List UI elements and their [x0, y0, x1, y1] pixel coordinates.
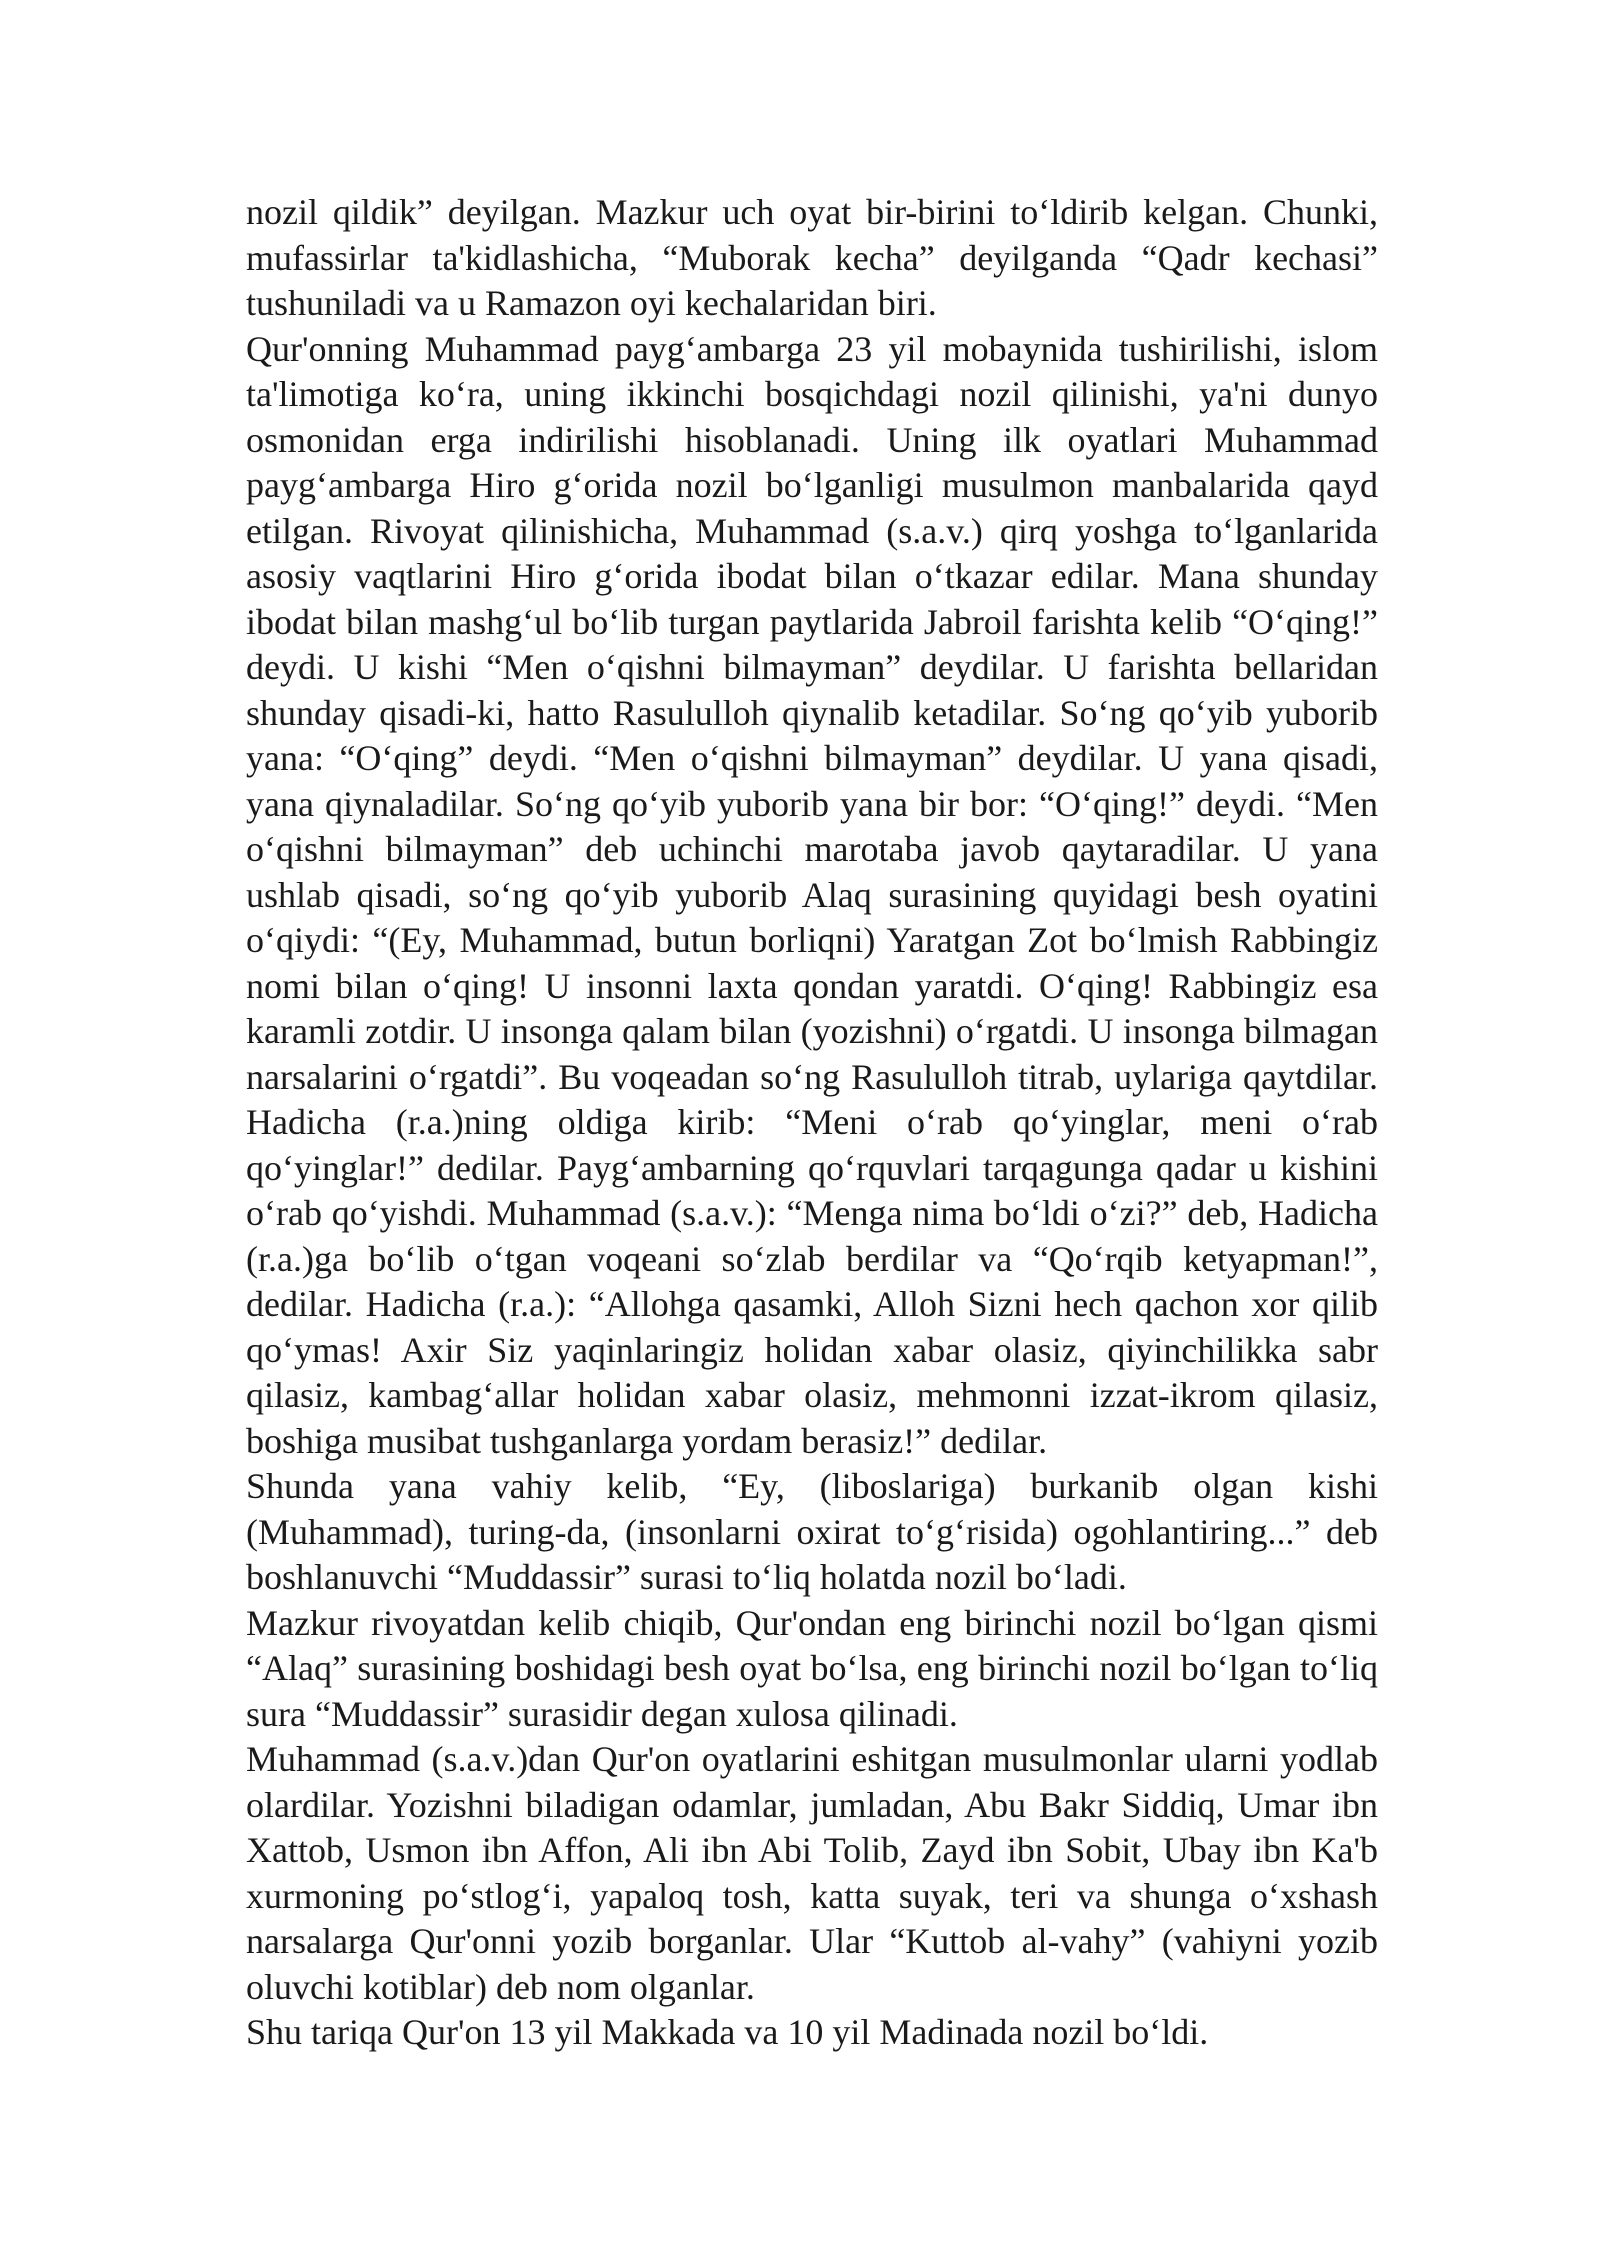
paragraph-final: Shu tariqa Qur'on 13 yil Makkada va 10 yil Madinada nozil bo‘ldi. [246, 2012, 1209, 2052]
paragraph-revelation-account: Qur'onning Muhammad payg‘ambarga 23 yil mobaynida tushirilishi, islom ta'limotiga ko‘ra, uning ikkinchi bosqichdagi nozil qilinishi, ya'ni dunyo osmonidan erga indirilishi hisoblanadi. Uning ilk oyatlari Muhammad payg‘ambarga Hiro g‘orida nozil bo‘lganligi musulmon manbalarida qayd etilgan. Rivoyat qilinishicha, Muhammad (s.a.v.) qirq yoshga to‘lganlarida asosiy vaqtlarini Hiro g‘orida ibodat bilan o‘tkazar edilar. Mana shunday ibodat bilan mashg‘ul bo‘lib turgan paytlarida Jabroil farishta kelib “O‘qing!” deydi. U kishi “Men o‘qishni bilmayman” deydilar. U farishta bellaridan shunday qisadi-ki, hatto Rasululloh qiynalib ketadilar. So‘ng qo‘yib yuborib yana: “O‘qing” deydi. “Men o‘qishni bilmayman” deydilar. U yana qisadi, yana qiynaladilar. So‘ng qo‘yib yuborib yana bir bor: “O‘qing!” deydi. “Men o‘qishni bilmayman” deb uchinchi marotaba javob qaytaradilar. U yana ushlab qisadi, so‘ng qo‘yib yuborib Alaq surasining quyidagi besh oyatini o‘qiydi: “(Ey, Muhammad, butun borliqni) Yaratgan Zot bo‘lmish Rabbingiz nomi bilan o‘qing! U insonni laxta qondan yaratdi. O‘qing! Rabbingiz esa karamli zotdir. U insonga qalam bilan (yozishni) o‘rgatdi. U insonga bilmagan narsalarini o‘rgatdi”. Bu voqeadan so‘ng Rasululloh titrab, uylariga qaytdilar. Hadicha (r.a.)ning oldiga kirib: “Meni o‘rab qo‘yinglar, meni o‘rab qo‘yinglar!” dedilar. Payg‘ambarning qo‘rquvlari tarqagunga qadar u kishini o‘rab qo‘yishdi. Muhammad (s.a.v.): “Menga nima bo‘ldi o‘zi?” deb, Hadicha (r.a.)ga bo‘lib o‘tgan voqeani so‘zlab berdilar va “Qo‘rqib ketyapman!”, dedilar. Hadicha (r.a.): “Allohga qasamki, Alloh Sizni hech qachon xor qilib qo‘ymas! Axir Siz yaqinlaringiz holidan xabar olasiz, qiyinchilikka sabr qilasiz, kambag‘allar holidan xabar olasiz, mehmonni izzat-ikrom qilasiz, boshiga musibat tushganlarga yordam berasiz!” dedilar. [246, 328, 1378, 1461]
paragraph-scribes: Muhammad (s.a.v.)dan Qur'on oyatlarini eshitgan musulmonlar ularni yodlab olardilar. Yozishni biladigan odamlar, jumladan, Abu Bakr Siddiq, Umar ibn Xattob, Usmon ibn Affon, Ali ibn Abi Tolib, Zayd ibn Sobit, Ubay ibn Ka'b xurmoning po‘stlog‘i, yapaloq tosh, katta suyak, teri va shunga o‘xshash narsalarga Qur'onni yozib borganlar. Ular “Kuttob al-vahy” (vahiyni yozib oluvchi kotiblar) deb nom olganlar. [246, 1739, 1378, 2007]
paragraph-continuation: nozil qildik” deyilgan. Mazkur uch oyat bir-birini to‘ldirib kelgan. Chunki, mufassirlar ta'kidlashicha, “Muborak kecha” deyilganda “Qadr kechasi” tushuniladi va u Ramazon oyi kechalaridan biri. [246, 192, 1378, 323]
paragraph-conclusion: Mazkur rivoyatdan kelib chiqib, Qur'ondan eng birinchi nozil bo‘lgan qismi “Alaq” surasining boshidagi besh oyat bo‘lsa, eng birinchi nozil bo‘lgan to‘liq sura “Muddassir” surasidir degan xulosa qilinadi. [246, 1602, 1378, 1734]
document-page [246, 190, 1378, 2056]
paragraph-muddassir: Shunda yana vahiy kelib, “Ey, (liboslariga) burkanib olgan kishi (Muhammad), turing-da, (insonlarni oxirat to‘g‘risida) ogohlantiring...” deb boshlanuvchi “Muddassir” surasi to‘liq holatda nozil bo‘ladi. [246, 1466, 1378, 1597]
